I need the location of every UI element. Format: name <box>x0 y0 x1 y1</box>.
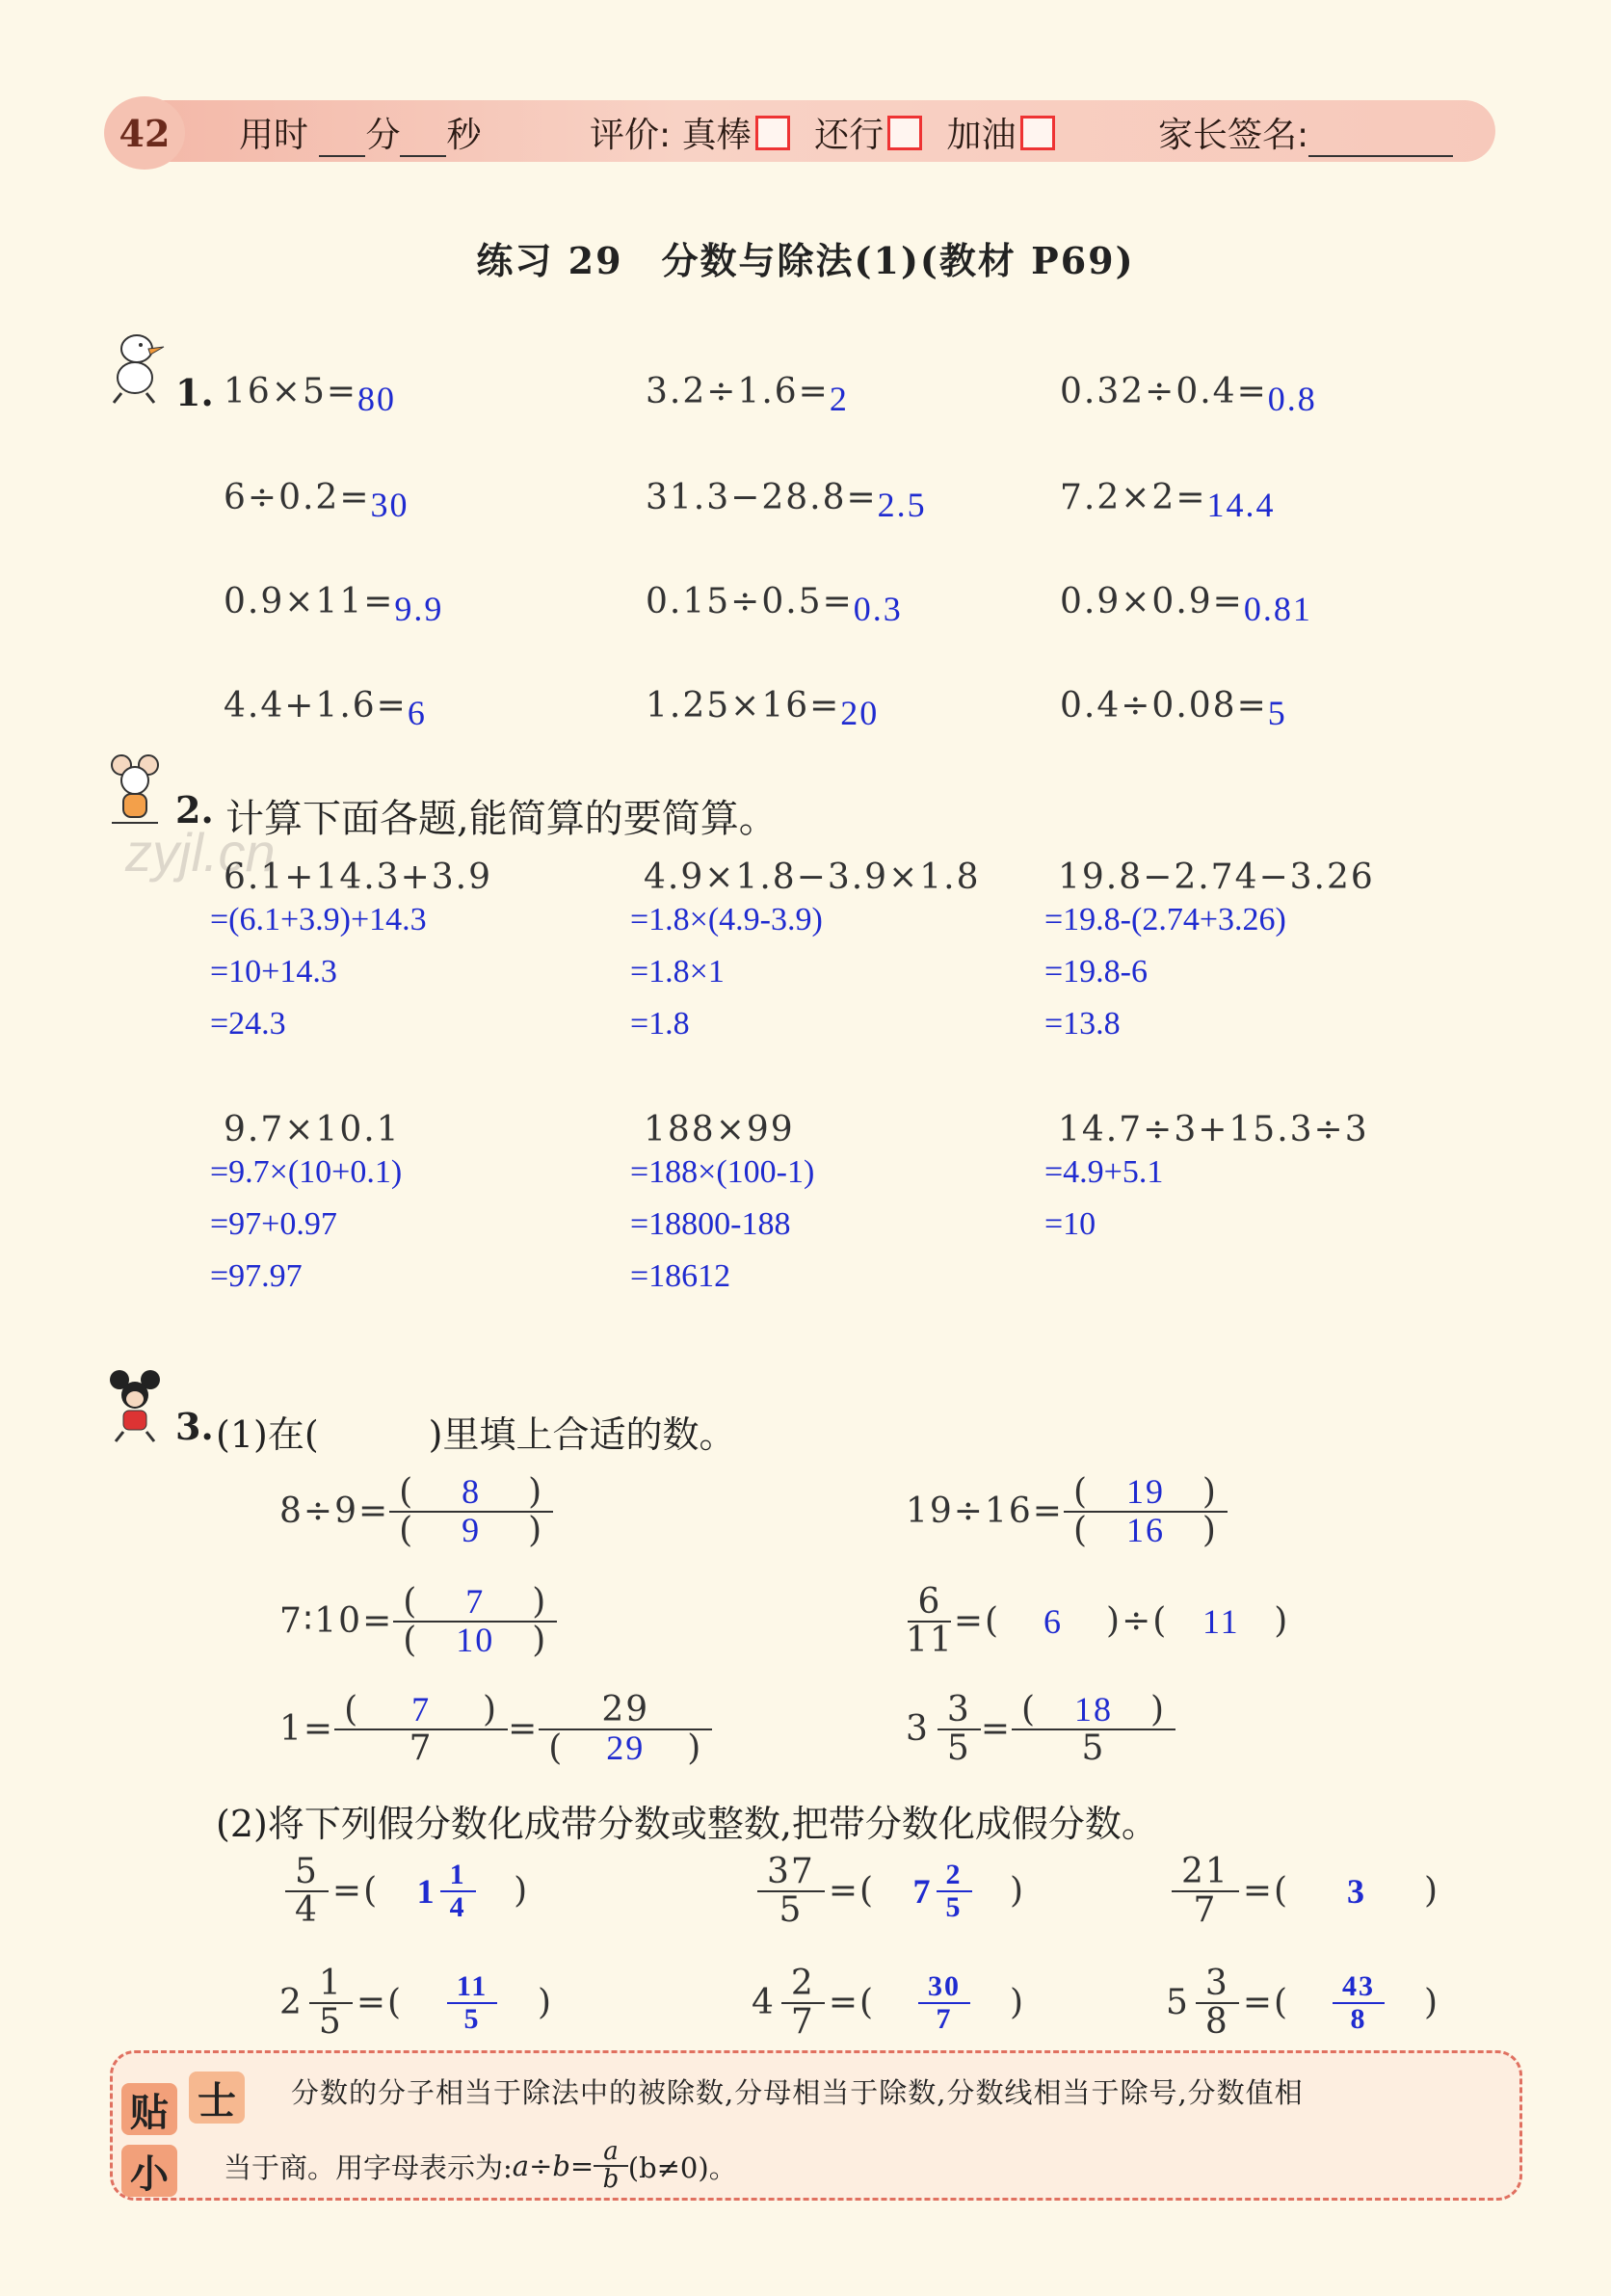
tip-char-1: 贴 <box>121 2083 177 2135</box>
q3-item-f: 3 $\frac{3}{5}$ = ( 18 ) 5 <box>906 1692 1175 1767</box>
q1-item <box>224 685 427 732</box>
q2-problem: 6.1+14.3+3.9 <box>224 858 492 897</box>
q3f-mixed-fraction: $\frac{3}{5}$ <box>938 1692 981 1767</box>
given-fraction: $\frac{1}{5}$ <box>309 1966 353 2041</box>
q3-item-c <box>279 1584 557 1659</box>
q2-problem: 14.7÷3+15.3÷3 <box>1058 1110 1369 1149</box>
q3c-left: 7∶10= <box>279 1601 394 1642</box>
q1-answer[interactable]: 5 <box>1267 694 1287 732</box>
q2-solution-step[interactable]: =10 <box>1044 1206 1096 1242</box>
checkbox-great[interactable] <box>755 116 790 150</box>
signature-blank[interactable] <box>1308 124 1453 157</box>
answer-fraction[interactable]: $\frac{2}{5}$ <box>937 1860 972 1922</box>
q1-item <box>224 371 397 418</box>
q2-solution-step[interactable]: =9.7×(10+0.1) <box>210 1154 403 1190</box>
q3-item-e: 1= ( 7 ) 7 = 29 ( 29 ) <box>279 1692 712 1767</box>
q2-solution-step[interactable]: =(6.1+3.9)+14.3 <box>210 902 427 937</box>
q1-item <box>1060 477 1276 524</box>
q1-expression: 3.2÷1.6= <box>646 372 830 411</box>
q1-item <box>646 685 880 732</box>
q2-solution-step[interactable]: =10+14.3 <box>210 954 337 990</box>
paren-open: ( <box>399 1510 415 1550</box>
minutes-blank[interactable] <box>319 124 365 157</box>
given-fraction: $\frac{2}{7}$ <box>781 1966 825 2041</box>
conversion-item: 4 $\frac{2}{7}$ =( $\frac{30}{7}$ ) <box>752 1964 1026 2042</box>
q1-answer[interactable]: 6 <box>407 694 427 732</box>
q1-expression: 31.3−28.8= <box>646 478 878 517</box>
question-3-number: 3. <box>175 1405 214 1448</box>
q3-item-a <box>279 1474 553 1549</box>
conversion-item: $\frac{21}{7}$ =( 3 ) <box>1166 1854 1439 1929</box>
q1-expression: 6÷0.2= <box>224 478 371 517</box>
time-field <box>239 108 482 157</box>
answer-slot[interactable]: 3 <box>1347 1871 1367 1911</box>
q3b-num-answer[interactable]: 19 <box>1125 1472 1165 1511</box>
eval-opt1: 真棒 <box>681 116 752 155</box>
q3b-fraction: ( 19 ) ( 16 ) <box>1064 1474 1228 1549</box>
q1-answer[interactable]: 2 <box>829 380 849 418</box>
answer-slot[interactable]: 7 $\frac{2}{5}$ <box>875 1860 1010 1922</box>
q3a-den-answer[interactable]: 9 <box>462 1510 482 1549</box>
question-2-instruction: 计算下面各题,能简算的要简算。 <box>225 797 778 841</box>
q3e-num-answer[interactable]: 7 <box>411 1690 432 1729</box>
conversion-item: 2 $\frac{1}{5}$ =( $\frac{11}{5}$ ) <box>279 1964 554 2042</box>
q3d-divide: )÷( <box>1106 1601 1169 1642</box>
q2-solution-step[interactable]: =18800-188 <box>630 1206 791 1242</box>
given-fraction: $\frac{3}{8}$ <box>1196 1966 1239 2041</box>
paren-close: ) <box>528 1472 544 1512</box>
q3e-left: 1= <box>279 1709 335 1750</box>
q1-expression: 0.4÷0.08= <box>1060 686 1268 726</box>
tip-char-3: 小 <box>121 2145 177 2197</box>
conversion-item: $\frac{37}{5}$ =( 7 $\frac{2}{5}$ ) <box>752 1854 1025 1929</box>
q1-expression: 0.15÷0.5= <box>646 582 854 621</box>
q1-expression: 4.4+1.6= <box>224 686 408 726</box>
q1-item <box>646 477 927 524</box>
q2-solution-step[interactable]: =13.8 <box>1044 1006 1121 1042</box>
paren-close: ) <box>528 1510 544 1550</box>
q1-expression: 0.9×11= <box>224 582 395 621</box>
conversion-item: 5 $\frac{3}{8}$ =( $\frac{43}{8}$ ) <box>1166 1964 1440 2042</box>
q1-expression: 7.2×2= <box>1060 478 1207 517</box>
question-1-number: 1. <box>175 371 214 414</box>
q3c-fraction: ( 7 ) ( 10 ) <box>393 1584 557 1659</box>
mouse-mascot-icon <box>102 752 170 829</box>
q3f-num-answer[interactable]: 18 <box>1073 1690 1113 1729</box>
q1-item <box>1060 371 1317 418</box>
q2-solution-step[interactable]: =1.8×(4.9-3.9) <box>630 902 823 937</box>
q1-expression: 16×5= <box>224 372 358 411</box>
q1-answer[interactable]: 0.81 <box>1243 590 1312 628</box>
q1-item <box>1060 581 1312 628</box>
q2-problem: 188×99 <box>644 1110 795 1149</box>
q3a-left: 8÷9= <box>279 1491 390 1532</box>
eval-opt3: 加油 <box>946 116 1017 155</box>
q3d-answer-1[interactable]: 6 <box>1043 1601 1064 1641</box>
q3e-fraction-2: 29 ( 29 ) <box>539 1692 712 1767</box>
page-title: 练习 29 分数与除法(1)(教材 P69) <box>476 239 1135 282</box>
eval-label: 评价: <box>590 116 672 155</box>
q2-problem: 4.9×1.8−3.9×1.8 <box>644 858 981 897</box>
tip-line-2: 当于商。用字母表示为: a÷b= $\frac{a}{b}$ (b≠0)。 <box>224 2137 737 2195</box>
q2-solution-step[interactable]: =18612 <box>630 1258 731 1294</box>
answer-fraction[interactable]: $\frac{11}{5}$ <box>447 1971 497 2034</box>
given-fraction: $\frac{5}{4}$ <box>285 1854 329 1929</box>
eval-opt2: 还行 <box>814 116 885 155</box>
q3b-left: 19÷16= <box>906 1491 1064 1532</box>
q3-item-d: $\frac{6}{11}$ =( 6 )÷( 11 ) <box>906 1582 1290 1660</box>
answer-fraction[interactable]: $\frac{1}{4}$ <box>440 1860 476 1922</box>
q2-solution-step[interactable]: =97.97 <box>210 1258 303 1294</box>
page-number: 42 <box>104 96 185 170</box>
tip-char-2: 士 <box>189 2072 245 2124</box>
q1-item <box>224 477 409 524</box>
q1-answer[interactable]: 20 <box>840 694 880 732</box>
q3c-num-answer[interactable]: 7 <box>465 1582 486 1621</box>
q1-item <box>646 581 903 628</box>
q1-answer[interactable]: 14.4 <box>1206 486 1276 524</box>
given-fraction: $\frac{21}{7}$ <box>1172 1854 1239 1929</box>
q2-solution-step[interactable]: =1.8 <box>630 1006 690 1042</box>
evaluation <box>590 108 1055 157</box>
q1-expression: 1.25×16= <box>646 686 841 726</box>
q1-answer[interactable]: 0.3 <box>853 590 903 628</box>
watermark: zyjl.cn <box>125 822 276 883</box>
q3c-den-answer[interactable]: 10 <box>456 1620 495 1659</box>
q1-answer[interactable]: 80 <box>357 380 397 418</box>
answer-slot[interactable] <box>403 1971 538 2034</box>
q2-solution-step[interactable]: =19.8-6 <box>1044 954 1148 990</box>
checkbox-ok[interactable] <box>887 116 922 150</box>
q3a-num-answer[interactable]: 8 <box>462 1472 482 1511</box>
q1-answer[interactable]: 2.5 <box>877 486 927 524</box>
q3d-given-fraction: $\frac{6}{11}$ <box>906 1582 954 1660</box>
q1-item <box>224 581 444 628</box>
seconds-blank[interactable] <box>400 124 446 157</box>
q1-item <box>1060 685 1287 732</box>
answer-fraction[interactable]: $\frac{30}{7}$ <box>918 1971 970 2034</box>
q1-answer[interactable]: 0.8 <box>1267 380 1317 418</box>
minute-label: 分 <box>365 116 401 155</box>
conversion-item: $\frac{5}{4}$ =( 1 $\frac{1}{4}$ ) <box>279 1854 529 1929</box>
q2-solution-step[interactable]: =1.8×1 <box>630 954 725 990</box>
answer-slot[interactable]: 1 $\frac{1}{4}$ <box>379 1860 514 1922</box>
q3d-answer-2[interactable]: 11 <box>1202 1601 1240 1641</box>
parent-signature <box>1158 108 1453 157</box>
parent-sign-label: 家长签名: <box>1158 116 1309 155</box>
q2-solution-step[interactable]: =97+0.97 <box>210 1206 337 1242</box>
tip-line-1: 分数的分子相当于除法中的被除数,分母相当于除数,分数线相当于除号,分数值相 <box>291 2076 1304 2109</box>
time-label: 用时 <box>239 116 309 155</box>
q2-problem: 9.7×10.1 <box>224 1110 401 1149</box>
q3b-den-answer[interactable]: 16 <box>1125 1510 1165 1549</box>
second-label: 秒 <box>446 116 482 155</box>
q2-solution-step[interactable]: =19.8-(2.74+3.26) <box>1044 902 1286 937</box>
question-3-part1-label: (1)在( )里填上合适的数。 <box>216 1413 736 1456</box>
q1-answer[interactable]: 9.9 <box>394 590 444 628</box>
q1-expression: 0.32÷0.4= <box>1060 372 1268 411</box>
q1-expression: 0.9×0.9= <box>1060 582 1244 621</box>
q1-answer[interactable]: 30 <box>370 486 409 524</box>
q2-solution-step[interactable]: =188×(100-1) <box>630 1154 815 1190</box>
q3-item-b <box>906 1474 1228 1549</box>
checkbox-keep-trying[interactable] <box>1020 116 1055 150</box>
question-3-part2-label: (2)将下列假分数化成带分数或整数,把带分数化成假分数。 <box>216 1803 1158 1845</box>
answer-slot[interactable] <box>875 1971 1010 2034</box>
q2-solution-step[interactable]: =24.3 <box>210 1006 286 1042</box>
q1-item <box>646 371 849 418</box>
answer-fraction[interactable]: $\frac{43}{8}$ <box>1333 1971 1385 2034</box>
answer-slot[interactable] <box>1289 1971 1424 2034</box>
tip-fraction: $\frac{a}{b}$ <box>594 2139 628 2194</box>
duck-mascot-icon <box>102 328 170 405</box>
q2-problem: 19.8−2.74−3.26 <box>1058 858 1375 897</box>
q2-solution-step[interactable]: =4.9+5.1 <box>1044 1154 1164 1190</box>
given-fraction: $\frac{37}{5}$ <box>757 1854 825 1929</box>
mickey-mascot-icon <box>102 1368 170 1445</box>
q3a-fraction <box>389 1474 553 1549</box>
paren-open: ( <box>399 1472 415 1512</box>
q3e-den-answer[interactable]: 29 <box>606 1728 646 1767</box>
question-2-number: 2. <box>175 788 214 831</box>
q3f-fraction: ( 18 ) 5 <box>1012 1692 1175 1767</box>
q3e-fraction-1: ( 7 ) 7 <box>334 1692 508 1767</box>
